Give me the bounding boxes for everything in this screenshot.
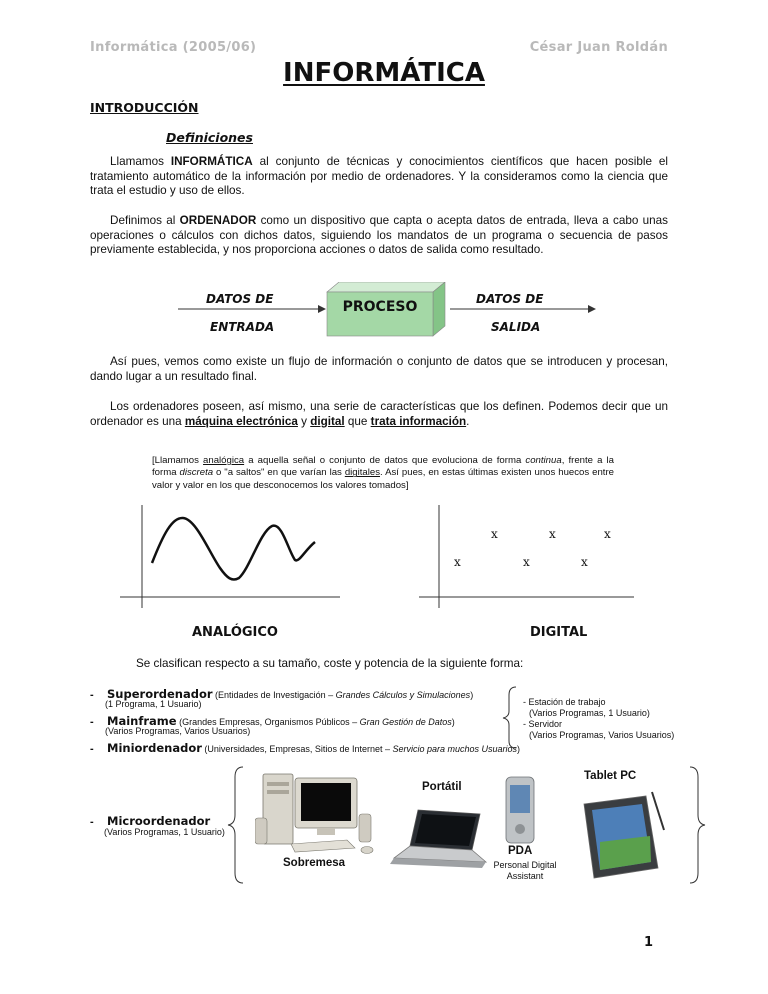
digital-point-marker: x (523, 555, 530, 569)
tablet-icon (580, 790, 670, 882)
header-left: Informática (2005/06) (90, 40, 257, 55)
desktop-computer-icon (255, 768, 385, 856)
output-label-bottom: SALIDA (491, 320, 541, 334)
micro-brace-right (686, 765, 708, 885)
class-item-microordenador: - Microordenador (90, 814, 211, 828)
paragraph-informatica: Llamamos INFORMÁTICA al conjunto de técnicas y conocimientos científicos que hacen posible el tratamiento automático de la información por medio de ordenadores. Y la consideramos como la ciencia que trata el estudio y uso de ellos. (90, 155, 668, 198)
laptop-icon (388, 806, 488, 874)
class-item-sub: (1 Programa, 1 Usuario) (105, 699, 202, 709)
digital-point-marker: x (454, 555, 461, 569)
section-heading: INTRODUCCIÓN (90, 100, 199, 115)
micro-brace-left (225, 765, 247, 885)
class-item-mainframe: - Mainframe (Grandes Empresas, Organismos Públicos – Gran Gestión de Datos) (90, 714, 455, 728)
class-item-sub: (Varios Programas, Varios Usuarios) (105, 726, 251, 736)
pda-label: PDA (508, 845, 533, 857)
digital-point-marker: x (604, 527, 611, 541)
class-item-miniordenador: - Miniordenador (Universidades, Empresas, Sitios de Internet – Servicio para muchos Usuarios) (90, 741, 521, 755)
paragraph-characteristics: Los ordenadores poseen, así mismo, una serie de características que los definen. Podemos decir que un ordenador es una máquina electrónica y digital que trata información. (90, 400, 668, 428)
pda-icon (500, 775, 540, 847)
analog-label: ANALÓGICO (192, 625, 278, 640)
subsection-heading: Definiciones (166, 130, 253, 145)
laptop-label: Portátil (422, 781, 462, 793)
page-title: INFORMÁTICA (283, 58, 485, 88)
analog-digital-note: [Llamamos analógica a aquella señal o conjunto de datos que evoluciona de forma continua, frente a la forma discreta o "a saltos" en que varían las digitales. Así pues, en estas últimas existen unos huecos entre valor y valor en los que desconocemos los valores tomados] (152, 455, 615, 491)
process-flow-diagram (160, 282, 620, 342)
input-arrow-head (318, 305, 326, 313)
mini-types: - Estación de trabajo (Varios Programas, 1 Usuario) - Servidor (Varios Programas, Varios Usuarios) (523, 697, 675, 740)
class-item-superordenador: - Superordenador (Entidades de Investigación – Grandes Cálculos y Simulaciones) (90, 687, 474, 701)
output-arrow-head (588, 305, 596, 313)
mini-types-brace (500, 685, 520, 750)
digital-label: DIGITAL (530, 625, 588, 640)
process-box-top (327, 282, 445, 292)
input-label-bottom: ENTRADA (210, 320, 275, 334)
desktop-label: Sobremesa (283, 857, 346, 869)
pda-description: Personal Digital Assistant (493, 860, 557, 881)
analog-graph (115, 500, 345, 610)
digital-point-marker: x (491, 527, 498, 541)
process-label: PROCESO (342, 299, 418, 315)
digital-point-marker: x (549, 527, 556, 541)
micro-sub: (Varios Programas, 1 Usuario) (104, 827, 225, 837)
tablet-label: Tablet PC (584, 770, 637, 782)
paragraph-flow: Así pues, vemos como existe un flujo de información o conjunto de datos que se introducen y procesan, dando lugar a un resultado final. (90, 355, 668, 383)
classification-intro: Se clasifican respecto a su tamaño, coste y potencia de la siguiente forma: (136, 657, 524, 670)
classification-list (90, 685, 521, 755)
digital-point-marker: x (581, 555, 588, 569)
output-label-top: DATOS DE (476, 292, 544, 306)
analog-signal-curve (152, 518, 315, 580)
input-label-top: DATOS DE (206, 292, 274, 306)
paragraph-ordenador: Definimos al ORDENADOR como un dispositivo que capta o acepta datos de entrada, lleva a cabo unas operaciones o cálculos con dichos datos, siguiendo los mandatos de un programa o secuencia de pasos previamente establecida, y nos proporciona acciones o datos de salida como resultado. (90, 214, 668, 257)
header-right: César Juan Roldán (529, 40, 668, 55)
page-number: 1 (644, 935, 654, 950)
